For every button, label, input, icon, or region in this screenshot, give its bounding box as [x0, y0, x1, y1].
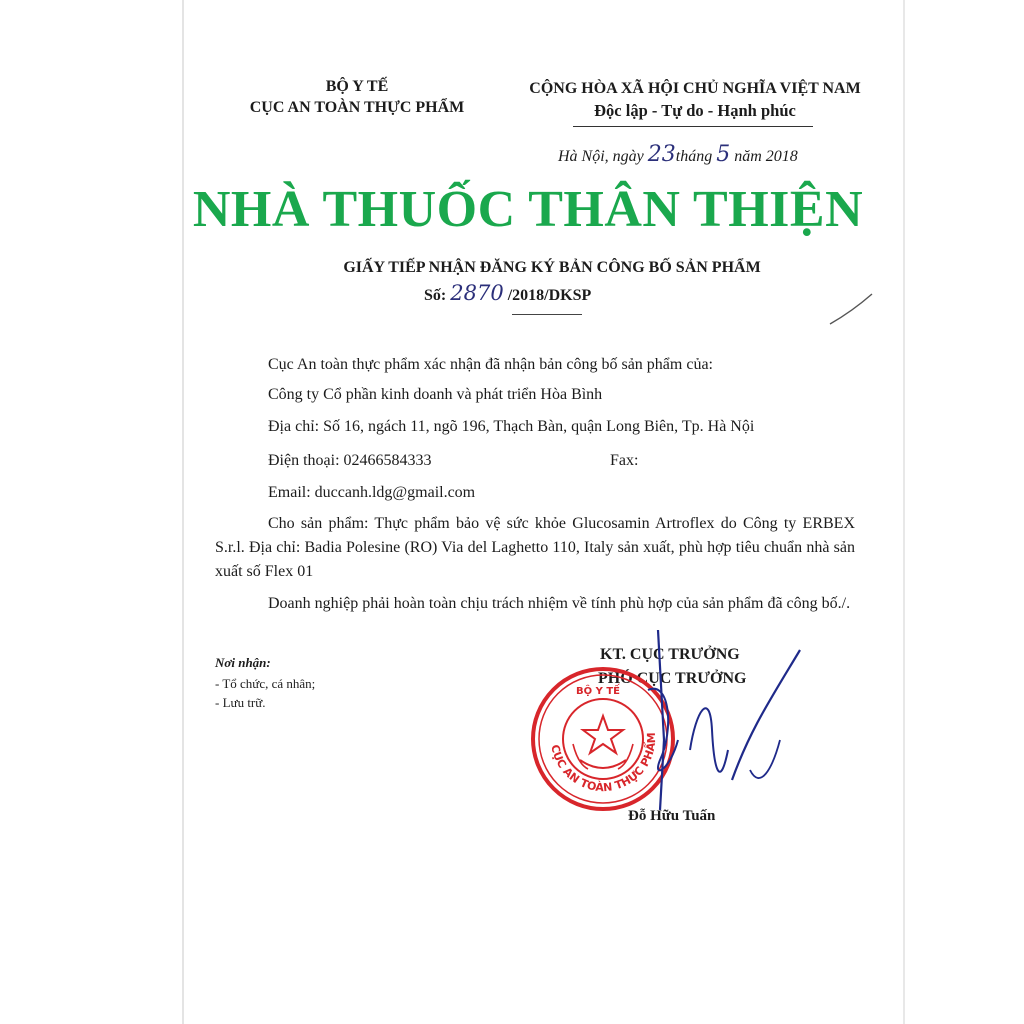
- intro-text: Cục An toàn thực phẩm xác nhận đã nhận bản công bố sản phẩm của:: [268, 356, 713, 373]
- scan-edge-left: [182, 0, 184, 1024]
- pharmacy-watermark: NHÀ THUỐC THÂN THIỆN: [192, 181, 864, 238]
- recipient-item: - Lưu trữ.: [215, 695, 266, 710]
- number-suffix: /2018/DKSP: [507, 287, 592, 304]
- pen-stroke-mark: [826, 290, 876, 330]
- seal-ring-text: CỤC AN TOÀN THỰC PHẨM: [548, 732, 659, 795]
- scan-edge-right: [903, 0, 905, 1024]
- company-phone: Điện thoại: 02466584333: [268, 452, 432, 469]
- department-name: CỤC AN TOÀN THỰC PHẨM: [249, 99, 465, 116]
- issue-date: [558, 142, 798, 167]
- date-month-handwritten: 5: [716, 142, 731, 167]
- date-year: năm 2018: [734, 148, 798, 165]
- company-name: Công ty Cổ phần kinh doanh và phát triển Hòa Bình: [268, 386, 603, 403]
- date-day-handwritten: 23: [647, 142, 676, 167]
- date-prefix: Hà Nội, ngày: [558, 148, 644, 165]
- date-month-word: tháng: [675, 148, 713, 165]
- company-address: Địa chỉ: Số 16, ngách 11, ngõ 196, Thạch Bàn, quận Long Biên, Tp. Hà Nội: [268, 418, 755, 435]
- document-number: [424, 281, 591, 305]
- nation-name: CỘNG HÒA XÃ HỘI CHỦ NGHĨA VIỆT NAM: [529, 80, 861, 97]
- company-fax: Fax:: [610, 452, 639, 469]
- signer-title-2: PHÓ CỤC TRƯỞNG: [598, 670, 747, 687]
- document-title: GIẤY TIẾP NHẬN ĐĂNG KÝ BẢN CÔNG BỐ SẢN PHẨM: [343, 259, 761, 276]
- national-motto: Độc lập - Tự do - Hạnh phúc: [594, 101, 796, 120]
- number-underline: [512, 314, 582, 315]
- signer-name: Đỗ Hữu Tuấn: [628, 808, 716, 824]
- recipient-item: - Tổ chức, cá nhân;: [215, 676, 316, 691]
- company-email: Email: duccanh.ldg@gmail.com: [268, 484, 476, 501]
- ministry-name: BỘ Y TẾ: [325, 78, 389, 95]
- issuing-authority: [222, 76, 492, 118]
- national-header: [520, 78, 870, 122]
- number-label: Số:: [424, 287, 447, 304]
- responsibility-paragraph: Doanh nghiệp phải hoàn toàn chịu trách nhiệm về tính phù hợp của sản phẩm đã công bố./.: [268, 595, 851, 612]
- motto-underline: [573, 126, 813, 127]
- recipients-title: Nơi nhận:: [215, 655, 271, 670]
- seal-top-text: BỘ Y TẾ: [576, 686, 620, 697]
- product-paragraph: Cho sản phẩm: Thực phẩm bảo vệ sức khỏe Glucosamin Artroflex do Công ty ERBEX S.r.l. Địa chỉ: Badia Polesine (RO) Via del Laghetto 110, Italy sản xuất, phù hợp tiêu chuẩn nhà sản xuất số Flex 01: [215, 515, 855, 580]
- signer-title-1: KT. CỤC TRƯỞNG: [600, 646, 740, 663]
- number-handwritten: 2870: [450, 281, 504, 305]
